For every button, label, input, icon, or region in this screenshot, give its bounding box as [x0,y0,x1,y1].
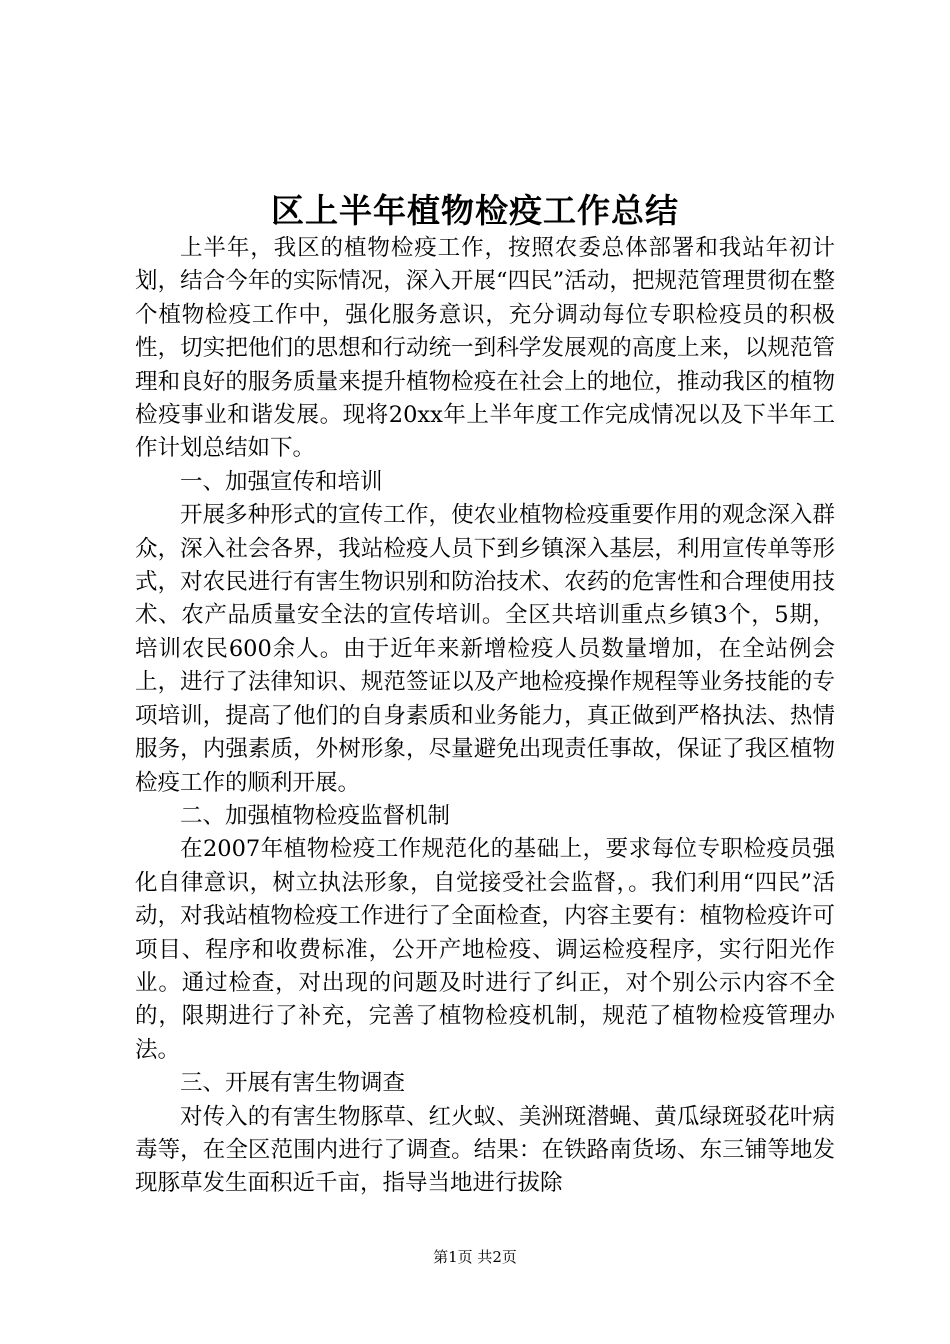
paragraph-section-1: 开展多种形式的宣传工作，使农业植物检疫重要作用的观念深入群众，深入社会各界，我站检疫人员下到乡镇深入基层，利用宣传单等形式，对农民进行有害生物识别和防治技术、农药的危害性和合理使用技术、农产品质量安全法的宣传培训。全区共培训重点乡镇3个，5期，培训农民600余人。由于近年来新增检疫人员数量增加，在全站例会上，进行了法律知识、规范签证以及产地检疫操作规程等业务技能的专项培训，提高了他们的自身素质和业务能力，真正做到严格执法、热情服务，内强素质，外树形象，尽量避免出现责任事故，保证了我区植物检疫工作的顺利开展。 [135,502,835,796]
section-heading-1: 一、加强宣传和培训 [180,468,383,495]
paragraph-section-2: 在2007年植物检疫工作规范化的基础上，要求每位专职检疫员强化自律意识，树立执法形象，自觉接受社会监督，。我们利用“四民”活动，对我站植物检疫工作进行了全面检查，内容主要有：植物检疫许可项目、程序和收费标准，公开产地检疫、调运检疫程序，实行阳光作业。通过检查，对出现的问题及时进行了纠正，对个别公示内容不全的，限期进行了补充，完善了植物检疫机制，规范了植物检疫管理办法。 [135,836,835,1063]
paragraph-intro: 上半年，我区的植物检疫工作，按照农委总体部署和我站年初计划，结合今年的实际情况，深入开展“四民”活动，把规范管理贯彻在整个植物检疫工作中，强化服务意识，充分调动每位专职检疫员的积极性，切实把他们的思想和行动统一到科学发展观的高度上来，以规范管理和良好的服务质量来提升植物检疫在社会上的地位，推动我区的植物检疫事业和谐发展。现将20xx年上半年度工作完成情况以及下半年工作计划总结如下。 [135,235,835,462]
document-body [135,232,835,1201]
document-title: 区上半年植物检疫工作总结 [271,191,679,230]
page-number: 第1页 共2页 [433,1248,517,1266]
section-heading-3: 三、开展有害生物调查 [180,1070,406,1097]
section-heading-2: 二、加强植物检疫监督机制 [180,802,451,829]
paragraph-section-3: 对传入的有害生物豚草、红火蚁、美洲斑潜蝇、黄瓜绿斑驳花叶病毒等，在全区范围内进行了调查。结果：在铁路南货场、东三铺等地发现豚草发生面积近千亩，指导当地进行拔除 [135,1103,835,1197]
